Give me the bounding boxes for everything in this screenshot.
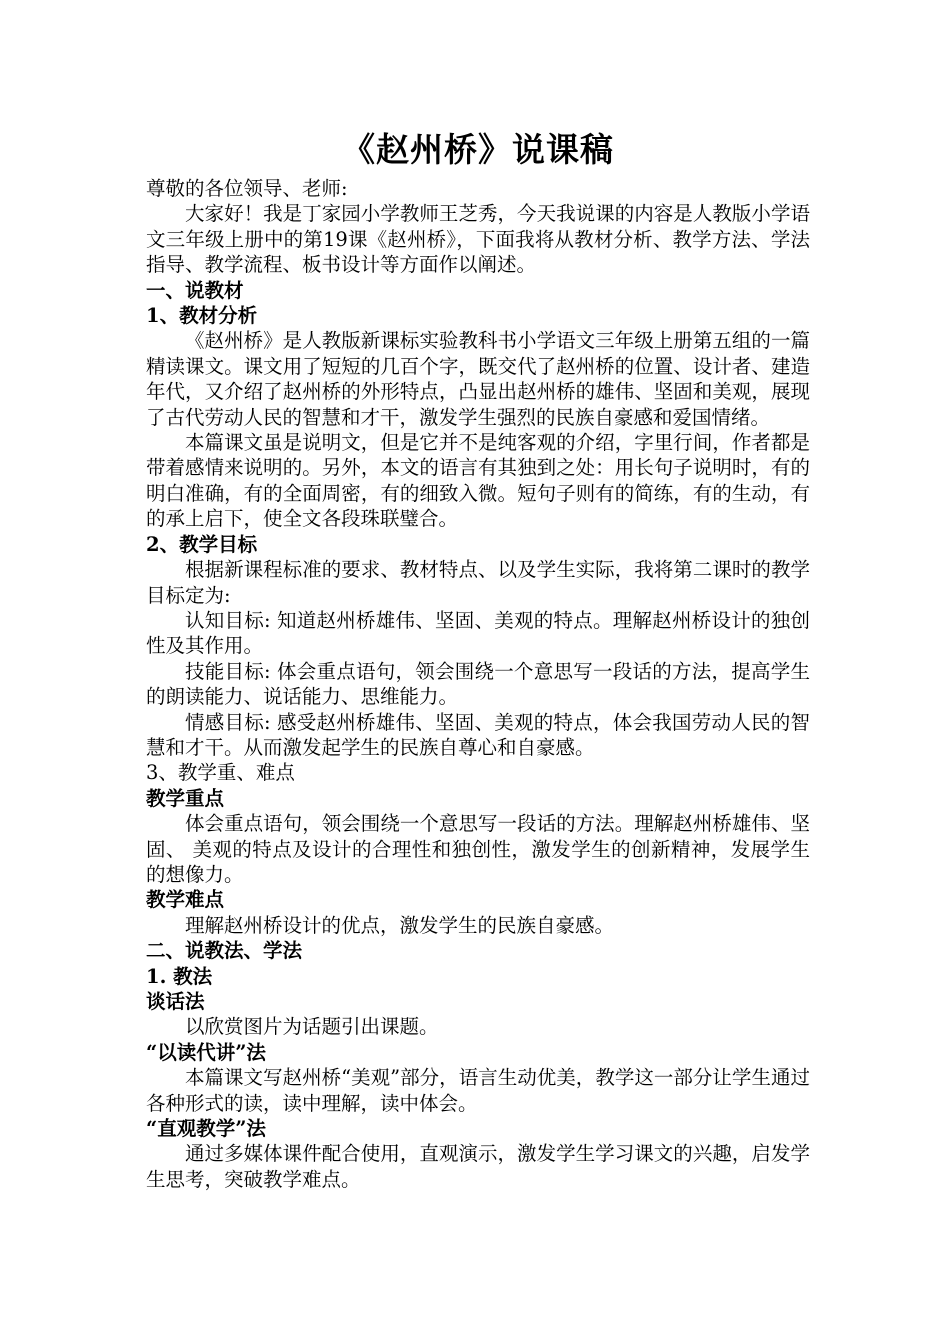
material-analysis-paragraph-2: 本篇课文虽是说明文，但是它并不是纯客观的介绍，字里行间，作者都是带着感情来说明的。另外，本文的语言有其独到之处：用长句子说明时，有的明白准确，有的全面周密，有的细致入微。短句子则有的简练，有的生动，有的承上启下，使全文各段珠联璧合。 [146, 431, 810, 531]
skill-goal: 技能目标: 体会重点语句，领会围绕一个意思写一段话的方法，提高学生的朗读能力、说话能力、思维能力。 [146, 659, 810, 709]
material-analysis-paragraph-1: 《赵州桥》是人教版新课标实验教科书小学语文三年级上册第五组的一篇精读课文。课文用了短短的几百个字，既交代了赵州桥的位置、设计者、建造年代，又介绍了赵州桥的外形特点，凸显出赵州桥的雄伟、坚固和美观，展现了古代劳动人民的智慧和才干，激发学生强烈的民族自豪感和爱国情绪。 [146, 329, 810, 429]
key-point-heading: 教学重点 [146, 786, 225, 810]
difficulty-paragraph: 理解赵州桥设计的优点，激发学生的民族自豪感。 [185, 913, 615, 937]
method-visual-heading: “直观教学”法 [146, 1117, 266, 1141]
difficulty-heading: 教学难点 [146, 888, 225, 912]
methods-heading: 1. 教法 [146, 964, 213, 988]
method-conversation-heading: 谈话法 [146, 990, 205, 1013]
intro-paragraph: 大家好！我是丁家园小学教师王芝秀，今天我说课的内容是人教版小学语文三年级上册中的第19课《赵州桥》，下面我将从教材分析、教学方法、学法指导、教学流程、板书设计等方面作以阐述。 [146, 202, 810, 277]
method-visual-paragraph: 通过多媒体课件配合使用，直观演示，激发学生学习课文的兴趣，启发学生思考，突破教学难点。 [146, 1142, 810, 1191]
teaching-goals-paragraph: 根据新课程标准的要求、教材特点、以及学生实际，我将第二课时的教学目标定为: [146, 558, 810, 607]
emotional-goal: 情感目标: 感受赵州桥雄伟、坚固、美观的特点，体会我国劳动人民的智慧和才干。从而激发起学生的民族自尊心和自豪感。 [146, 710, 810, 759]
section-heading-2: 二、说教法、学法 [146, 939, 303, 963]
key-point-paragraph: 体会重点语句，领会围绕一个意思写一段话的方法。理解赵州桥雄伟、坚固、 美观的特点及设计的合理性和独创性，激发学生的创新精神，发展学生的想像力。 [146, 812, 810, 886]
subheading-material-analysis: 1、教材分析 [146, 304, 258, 328]
document-page [146, 128, 810, 1192]
document-title: 《赵州桥》说课稿 [342, 130, 614, 169]
method-conversation-paragraph: 以欣赏图片为话题引出课题。 [185, 1015, 439, 1039]
subheading-key-difficult: 3、教学重、难点 [146, 761, 295, 785]
section-heading-1: 一、说教材 [146, 278, 244, 302]
subheading-teaching-goals: 2、教学目标 [146, 532, 258, 556]
cognitive-goal: 认知目标: 知道赵州桥雄伟、坚固、美观的特点。理解赵州桥设计的独创性及其作用。 [146, 608, 810, 658]
method-reading-heading: “以读代讲”法 [146, 1040, 266, 1064]
greeting: 尊敬的各位领导、老师: [146, 177, 348, 200]
method-reading-paragraph: 本篇课文写赵州桥“美观”部分，语言生动优美，教学这一部分让学生通过各种形式的读，读中理解，读中体会。 [146, 1066, 810, 1115]
